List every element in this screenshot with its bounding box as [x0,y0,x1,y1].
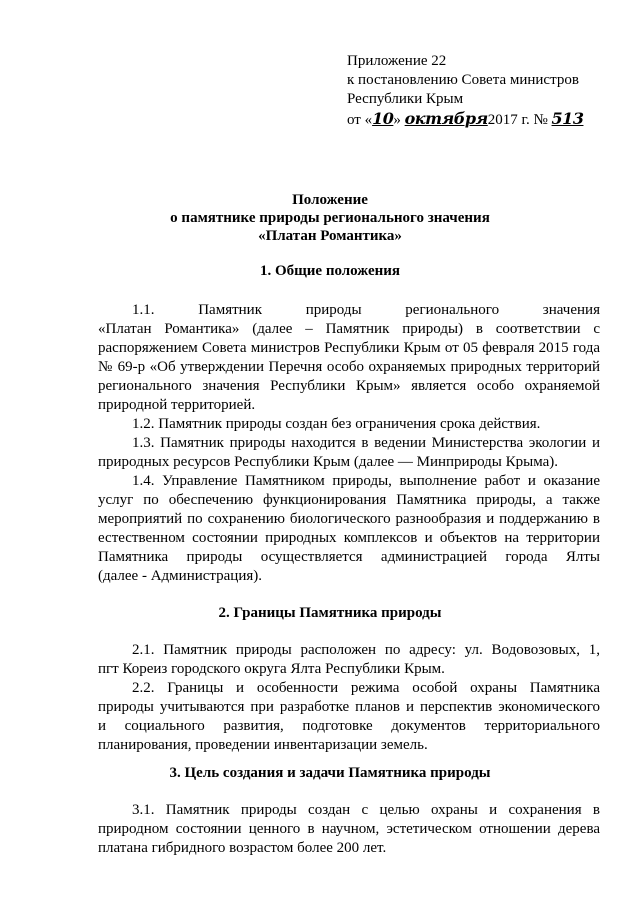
appendix-date [347,109,627,130]
word: 1.1. [132,302,155,318]
word: Памятник [198,302,262,318]
paragraph-1-4-line-2: услуг по обеспечению функционирования Памятника природы, а также [98,492,600,508]
word: регионального [405,302,500,318]
paragraph-1-1-line-5: регионального значения Республики Крым» является особо охраняемой [98,378,600,394]
section-2-heading: 2. Границы Памятника природы [218,605,442,621]
paragraph-1-3-line-2: природных ресурсов Республики Крым (далее — Минприроды Крыма). [98,454,558,470]
title-line-3: «Платан Романтика» [258,228,402,244]
resolution-number-handwritten: 513 [551,109,584,128]
section-1-heading: 1. Общие положения [259,263,401,279]
paragraph-3-1-line-2: природном состоянии ценного в научном, эстетическом отношении дерева [98,821,600,837]
appendix-header [347,52,627,130]
date-prefix: от « [347,112,373,128]
title-line-2: о памятнике природы регионального значения [170,210,490,226]
paragraph-3-1-line-1: 3.1. Памятник природы создан с целью охраны и сохранения в [132,802,600,818]
paragraph-2-1-line-2: пгт Кореиз городского округа Ялта Республики Крым. [98,661,445,677]
paragraph-1-4-line-1: 1.4. Управление Памятником природы, выполнение работ и оказание [132,473,600,489]
title-line-1: Положение [292,192,368,208]
paragraph-1-3-line-1: 1.3. Памятник природы находится в ведении Министерства экологии и [132,435,600,451]
paragraph-1-2-line-1: 1.2. Памятник природы создан без ограничения срока действия. [132,416,541,432]
paragraph-1-4-line-5: Памятника природы осуществляется администрацией города Ялты [98,549,600,565]
paragraph-1-1-line-4: № 69-р «Об утверждении Перечня особо охраняемых природных территорий [98,359,600,375]
paragraph-1-4-line-6: (далее - Администрация). [98,568,263,584]
date-mid: » [393,112,401,128]
document-title [60,191,600,245]
word: значения [542,302,600,318]
appendix-resolution: к постановлению Совета министров [347,72,579,88]
paragraph-1-4-line-4: естественном состоянии природных комплексов и объектов на территории [98,530,600,546]
date-month-handwritten: октября [404,109,488,128]
paragraph-2-1-line-1: 2.1. Памятник природы расположен по адресу: ул. Водовозовых, 1, [132,642,600,658]
paragraph-2-2-line-1: 2.2. Границы и особенности режима особой охраны Памятника [132,680,600,696]
paragraph-1-1-line-6: природной территорией. [98,397,256,413]
appendix-republic: Республики Крым [347,91,464,107]
word: природы [305,302,362,318]
date-day-handwritten: 10 [372,109,394,128]
paragraph-2-2-line-4: планирования, проведении инвентаризации земель. [98,737,428,753]
appendix-number: Приложение 22 [347,53,447,69]
paragraph-2-2-line-3: и социального развития, подготовке документов территориального [98,718,600,734]
paragraph-1-1-line-2: «Платан Романтика» (далее – Памятник природы) в соответствии с [98,321,600,337]
paragraph-2-2-line-2: природы учитываются при разработке планов и перспектив экономического [98,699,600,715]
paragraph-3-1-line-3: платана гибридного возрастом более 200 лет. [98,840,387,856]
section-3-heading: 3. Цель создания и задачи Памятника природы [169,765,491,781]
date-year: 2017 г. № [487,112,548,128]
paragraph-1-1-line-1 [132,301,600,320]
paragraph-1-4-line-3: мероприятий по сохранению биологического разнообразия и поддержанию в [98,511,600,527]
paragraph-1-1-line-3: распоряжением Совета министров Республики Крым от 05 февраля 2015 года [98,340,600,356]
